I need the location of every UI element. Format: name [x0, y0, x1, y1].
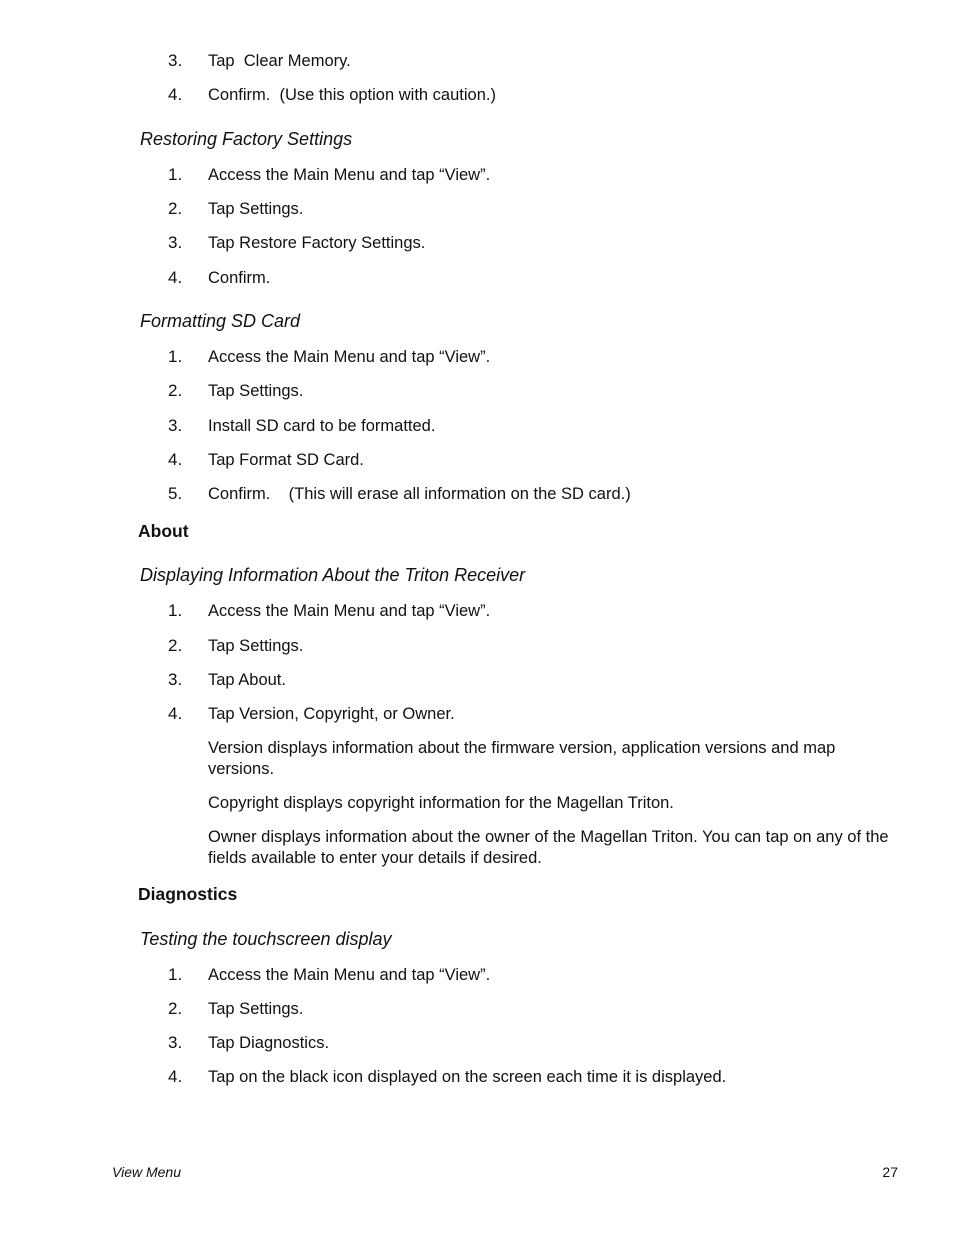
step-number: 4.: [168, 704, 183, 723]
step-number: 1.: [168, 965, 183, 984]
step-text: Access the Main Menu and tap “View”.: [208, 602, 491, 620]
step-number: 4.: [168, 1067, 183, 1086]
step-number: 4.: [168, 450, 183, 469]
step-number: 3.: [168, 233, 183, 252]
step-text: Access the Main Menu and tap “View”.: [208, 166, 491, 184]
step-number: 2.: [168, 199, 183, 218]
step-text: Tap Diagnostics.: [208, 1034, 330, 1052]
step-text: Install SD card to be formatted.: [208, 417, 436, 435]
step-text: Access the Main Menu and tap “View”.: [208, 966, 491, 984]
footer-section-name: View Menu: [112, 1164, 182, 1180]
page-number: 27: [882, 1164, 898, 1180]
step-number: 2.: [168, 381, 183, 400]
step-number: 4.: [168, 268, 183, 287]
step-text: Confirm.: [208, 269, 271, 287]
section-subtitle: Displaying Information About the Triton Receiver: [140, 565, 526, 585]
step-text: Tap Restore Factory Settings.: [208, 234, 426, 252]
step-text: Tap Format SD Card.: [208, 451, 364, 469]
step-number: 3.: [168, 670, 183, 689]
step-number: 2.: [168, 636, 183, 655]
section-heading: About: [138, 521, 189, 541]
step-number: 1.: [168, 347, 183, 366]
step-number: 1.: [168, 165, 183, 184]
step-number: 5.: [168, 484, 183, 503]
paragraph-copyright: Copyright displays copyright information for the Magellan Triton.: [208, 794, 674, 812]
section-subtitle: Restoring Factory Settings: [140, 129, 353, 149]
step-text: Access the Main Menu and tap “View”.: [208, 348, 491, 366]
step-number: 4.: [168, 85, 183, 104]
step-text: Tap Settings.: [208, 200, 304, 218]
step-text: Tap Settings.: [208, 1000, 304, 1018]
step-text: Tap About.: [208, 671, 286, 689]
step-number: 3.: [168, 1033, 183, 1052]
step-number: 3.: [168, 416, 183, 435]
paragraph-owner: Owner displays information about the owner of the Magellan Triton. You can tap on any of the fields available to enter your details if desired.: [208, 828, 889, 867]
step-text: Tap Clear Memory.: [208, 52, 351, 70]
section-heading: Diagnostics: [138, 884, 238, 904]
step-text: Tap on the black icon displayed on the screen each time it is displayed.: [208, 1068, 727, 1086]
paragraph-version: Version displays information about the firmware version, application versions and map versions.: [208, 739, 836, 778]
step-text: Tap Version, Copyright, or Owner.: [208, 705, 455, 723]
step-text: Tap Settings.: [208, 382, 304, 400]
step-text: Confirm. (Use this option with caution.): [208, 86, 496, 104]
step-text: Tap Settings.: [208, 637, 304, 655]
step-number: 3.: [168, 51, 183, 70]
section-subtitle: Formatting SD Card: [140, 311, 301, 331]
step-number: 2.: [168, 999, 183, 1018]
step-text: Confirm. (This will erase all information on the SD card.): [208, 485, 631, 503]
step-number: 1.: [168, 601, 183, 620]
section-subtitle: Testing the touchscreen display: [140, 929, 392, 949]
